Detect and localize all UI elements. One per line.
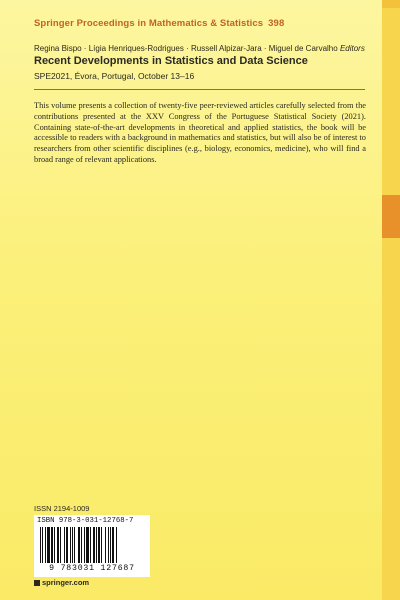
editor-names: Regina Bispo · Lígia Henriques-Rodrigues · Russell Alpizar-Jara · Miguel de Carvalho	[34, 44, 338, 53]
publisher-website	[34, 578, 89, 587]
isbn-label: ISBN 978-3-031-12768-7	[37, 517, 134, 525]
book-title: Recent Developments in Statistics and Data Science	[34, 55, 308, 67]
orange-accent-block	[382, 195, 400, 238]
series-number: 398	[268, 18, 285, 29]
barcode-bars	[40, 527, 144, 563]
issn-label: ISSN 2194-1009	[34, 504, 90, 513]
series-line	[34, 18, 284, 29]
book-subtitle: SPE2021, Évora, Portugal, October 13–16	[34, 71, 195, 81]
series-name: Springer Proceedings in Mathematics & Statistics	[34, 18, 264, 29]
editors-role: Editors	[339, 44, 365, 53]
back-cover-blurb: This volume presents a collection of twenty-five peer-reviewed articles carefully selected from the contributions presented at the XXV Congress of the Portuguese Statistical Society (2021). Containing state-of-the-art developments in theoretical and applied statistics, the book will be accessible to readers with a background in mathematics and statistics, but will also be of interest to researchers from other scientific disciplines (e.g., biology, economics, medicine), who will find a broad range of relevant applications.	[34, 101, 366, 164]
spine-edge-stripe	[382, 0, 400, 600]
divider-rule	[34, 89, 365, 90]
editors-line	[34, 44, 365, 53]
springer-logo-icon	[34, 580, 40, 586]
stripe-top-band	[382, 0, 400, 8]
barcode-digits: 9 783031 127687	[49, 564, 135, 573]
website-text: springer.com	[42, 578, 90, 587]
barcode-bar	[117, 527, 120, 563]
barcode-box	[34, 515, 150, 577]
